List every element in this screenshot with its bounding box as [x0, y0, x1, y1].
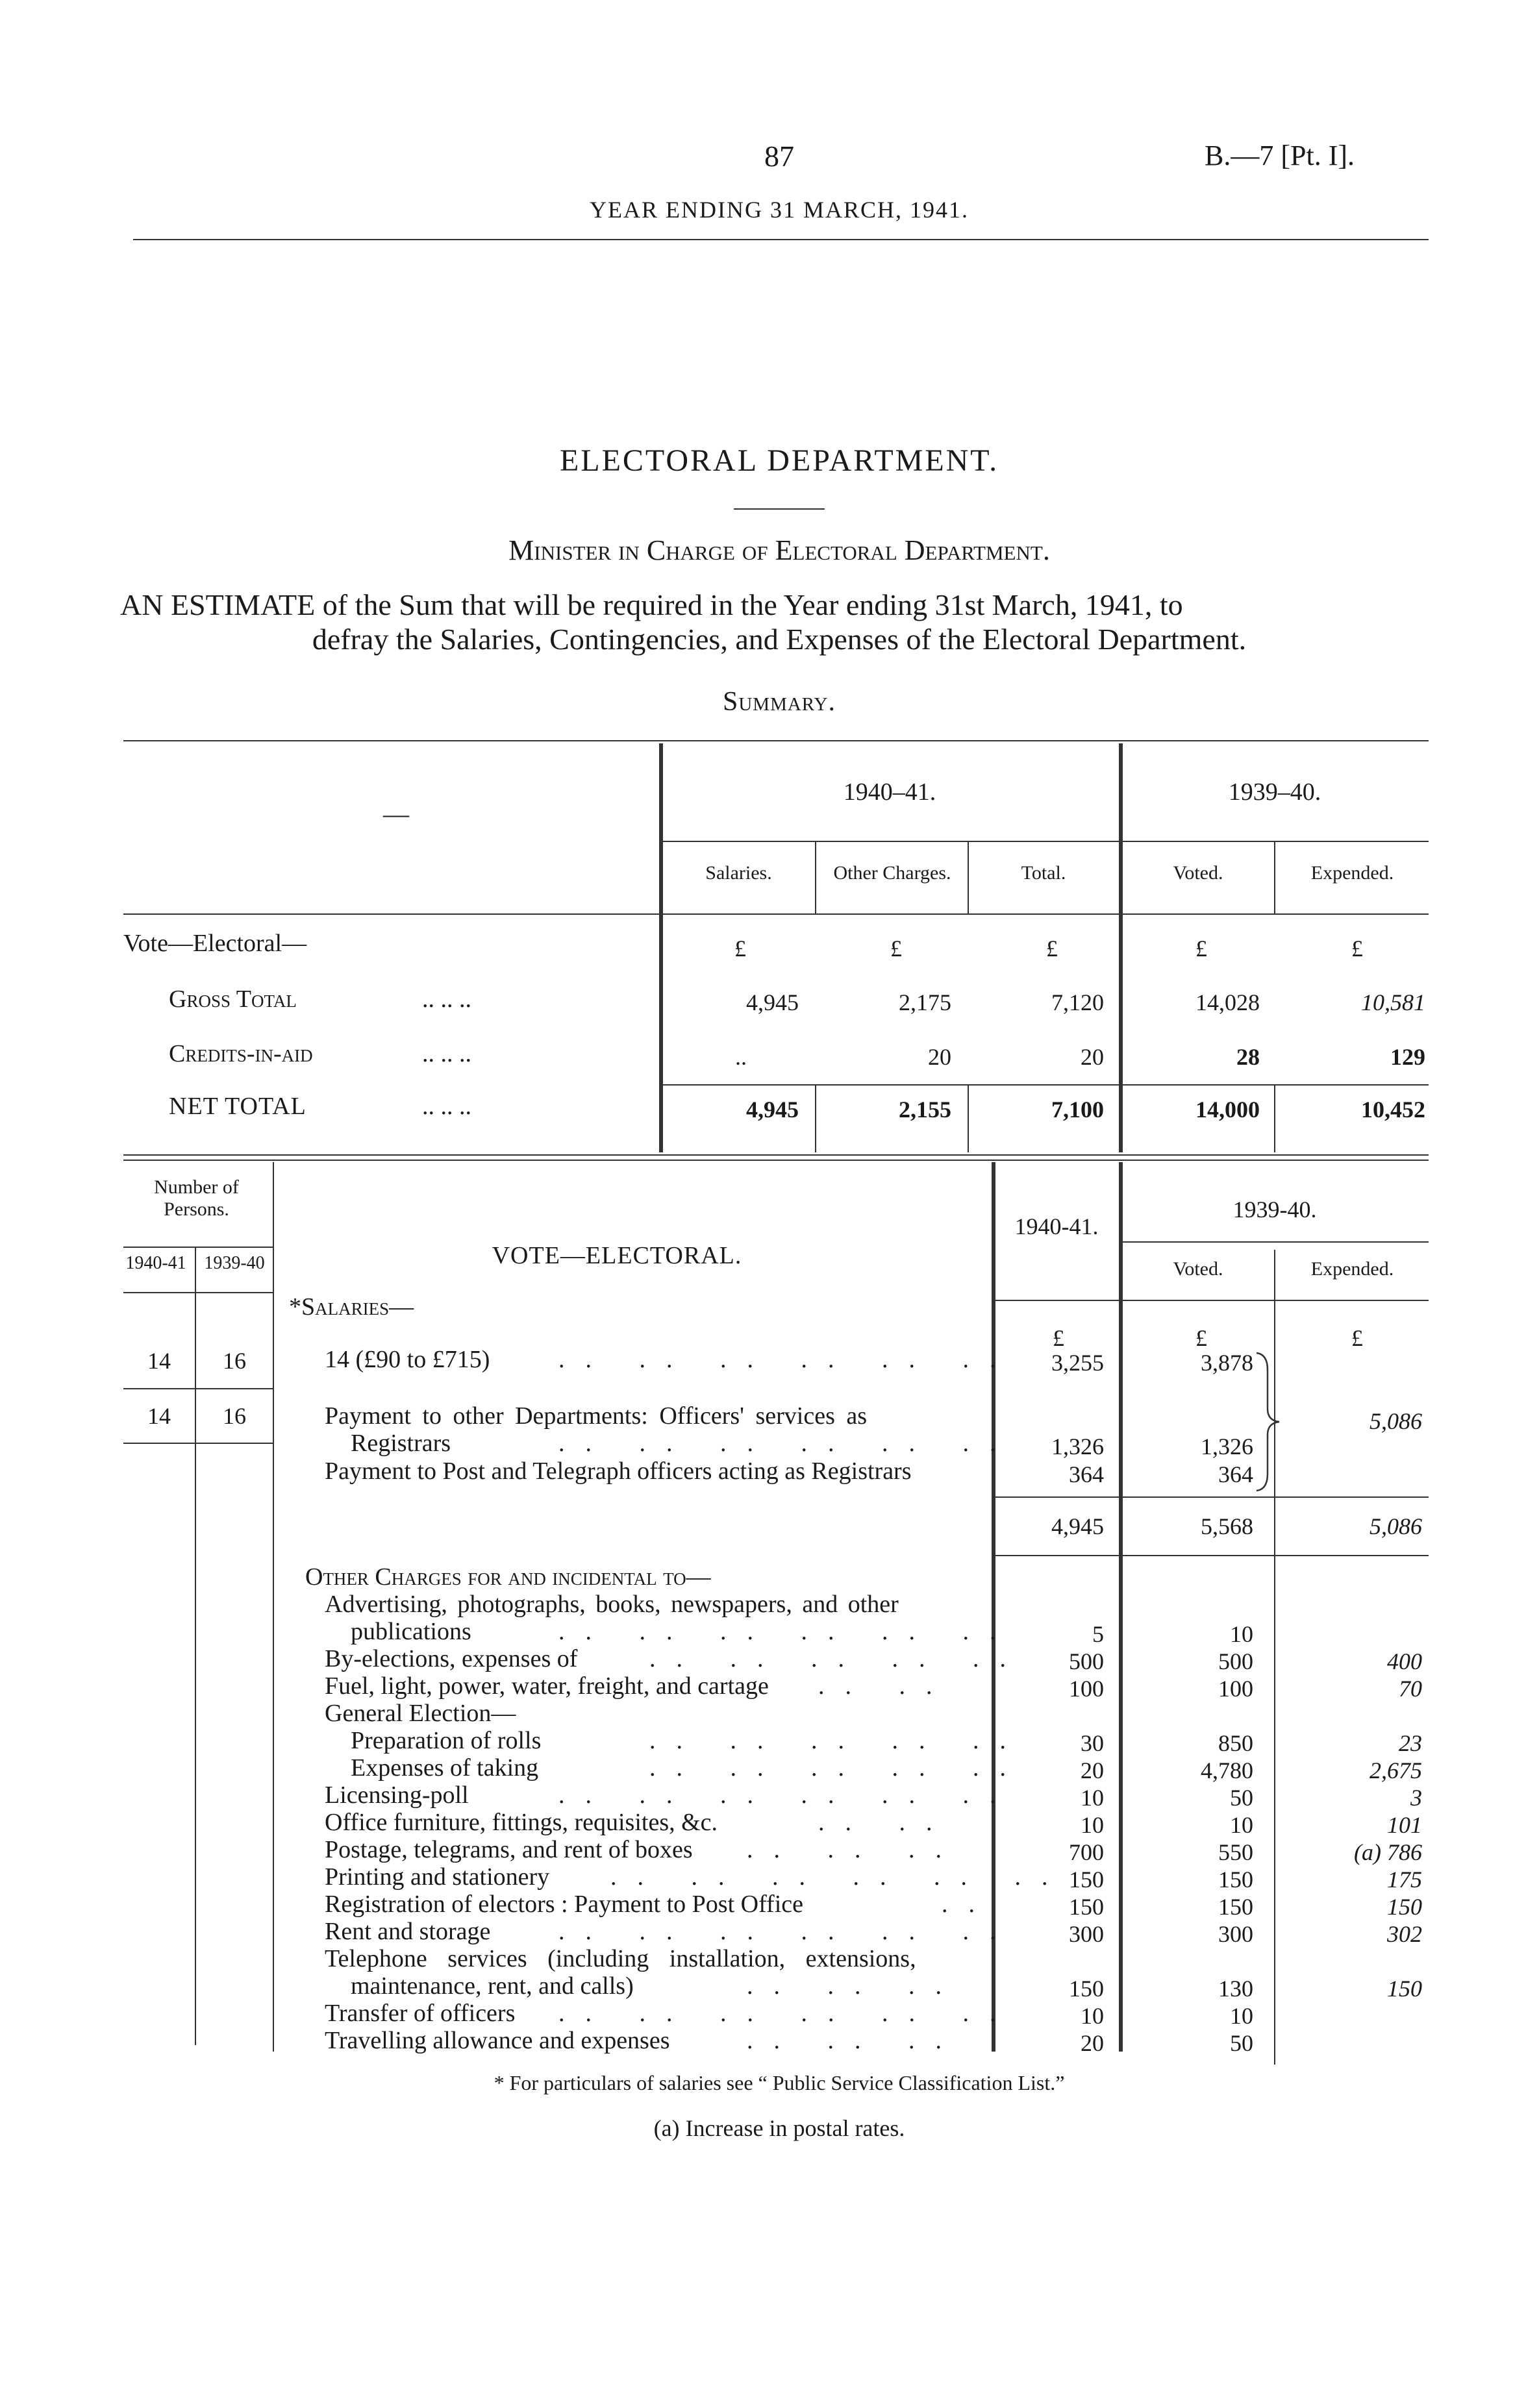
persons-col-1940: 1940-41	[125, 1253, 186, 1273]
summary-divider	[968, 841, 969, 913]
persons-1939: 16	[223, 1348, 246, 1374]
charge-label: Rent and storage	[325, 1918, 491, 1945]
summary-top-rule	[123, 740, 1429, 741]
summary-expended: 10,452	[1361, 1097, 1425, 1123]
summary-total: 20	[1081, 1044, 1104, 1070]
charge-voted: 150	[1218, 1867, 1253, 1893]
summary-currency: £	[734, 936, 746, 962]
vote-subheader-rule	[1122, 1241, 1429, 1243]
charge-label: Transfer of officers	[325, 2000, 516, 2027]
charge-voted: 550	[1218, 1839, 1253, 1865]
charge-1940: 30	[1081, 1730, 1104, 1756]
charge-expended: 150	[1387, 1976, 1422, 2002]
charge-label: Travelling allowance and expenses	[325, 2027, 670, 2054]
persons-col-1939: 1939-40	[204, 1253, 265, 1273]
charge-1940: 500	[1069, 1648, 1104, 1674]
charge-1940: 10	[1081, 2003, 1104, 2029]
page-title: ELECTORAL DEPARTMENT.	[559, 443, 999, 478]
vote-currency: £	[1053, 1325, 1064, 1351]
charge-label: Licensing-poll	[325, 1781, 469, 1809]
summary-salaries: 4,945	[746, 1097, 799, 1123]
summary-other: 20	[928, 1044, 951, 1070]
charge-expended: 3	[1410, 1785, 1422, 1811]
summary-salaries: ..	[735, 1044, 747, 1070]
charge-expended: 70	[1399, 1676, 1422, 1702]
summary-row-label: NET TOTAL	[169, 1093, 306, 1120]
charge-voted: 130	[1218, 1976, 1253, 2002]
charge-1940: 150	[1069, 1976, 1104, 2002]
summary-currency: £	[1046, 936, 1058, 962]
summary-total-rule	[662, 1084, 1429, 1086]
charge-label: Expenses of taking	[351, 1754, 539, 1781]
charge-voted: 4,780	[1201, 1757, 1253, 1783]
page-number: 87	[764, 140, 794, 173]
vote-col-1940: 1940-41.	[1014, 1213, 1099, 1239]
payment-post-1940: 364	[1069, 1461, 1104, 1487]
charge-1940: 100	[1069, 1676, 1104, 1702]
summary-bottom-rule	[123, 1160, 1429, 1161]
summary-currency: £	[1351, 936, 1363, 962]
charge-voted: 300	[1218, 1921, 1253, 1947]
summary-col-1940: 1940–41.	[843, 778, 936, 806]
persons-rule	[123, 1443, 274, 1444]
vote-title: VOTE—ELECTORAL.	[492, 1242, 742, 1269]
summary-vote-label: Vote—Electoral—	[123, 930, 307, 957]
summary-sub-other: Other Charges.	[833, 862, 951, 884]
charge-expended: 2,675	[1370, 1757, 1422, 1783]
salaries-expended: 5,086	[1370, 1408, 1422, 1434]
vote-currency: £	[1351, 1325, 1363, 1351]
document-reference: B.—7 [Pt. I].	[1205, 140, 1355, 171]
charge-expended: 23	[1399, 1730, 1422, 1756]
charge-label: Postage, telegrams, and rent of boxes	[325, 1836, 693, 1863]
summary-bottom-rule	[123, 1154, 1429, 1156]
summary-divider	[1274, 1084, 1275, 1152]
vote-col-1939: 1939-40.	[1232, 1197, 1317, 1223]
leader-dots: .. .. ..	[422, 986, 471, 1013]
salary-1940: 3,255	[1051, 1350, 1104, 1376]
summary-row-label: Gross Total	[169, 986, 297, 1013]
charge-voted: 850	[1218, 1730, 1253, 1756]
charge-expended: 302	[1387, 1921, 1422, 1947]
payment-dept-voted: 1,326	[1201, 1434, 1253, 1459]
summary-dash: —	[383, 799, 409, 828]
leader-dots: .. .. ..	[422, 1040, 471, 1067]
vote-sub-expended: Expended.	[1310, 1258, 1394, 1280]
salary-voted: 3,878	[1201, 1350, 1253, 1376]
charge-voted: 50	[1230, 1785, 1253, 1811]
charge-1940: 5	[1092, 1621, 1104, 1647]
summary-heading: Summary.	[722, 687, 836, 717]
vote-divider	[273, 1162, 274, 2052]
summary-sub-expended: Expended.	[1310, 862, 1394, 884]
leader-dots: .. .. ..	[422, 1093, 471, 1120]
persons-total-1940: 14	[147, 1403, 171, 1429]
payment-dept-label-cont: Registrars	[351, 1430, 451, 1457]
salaries-total-1940: 4,945	[1051, 1513, 1104, 1539]
summary-currency: £	[1195, 936, 1207, 962]
charge-1940: 10	[1081, 1812, 1104, 1838]
persons-total-1939: 16	[223, 1403, 246, 1429]
charge-expended: 150	[1387, 1894, 1422, 1920]
summary-sub-total: Total.	[1021, 862, 1066, 884]
charge-label-cont: maintenance, rent, and calls)	[351, 1972, 634, 2000]
footnote-star: * For particulars of salaries see “ Public Service Classification List.”	[494, 2071, 1065, 2094]
persons-rule	[123, 1292, 274, 1293]
summary-sub-salaries: Salaries.	[705, 862, 772, 884]
footnote-a: (a) Increase in postal rates.	[653, 2115, 905, 2141]
charge-label: Printing and stationery	[325, 1863, 550, 1891]
charge-expended: 400	[1387, 1648, 1422, 1674]
summary-voted: 28	[1236, 1044, 1260, 1070]
estimate-line-1: AN ESTIMATE of the Sum that will be required in the Year ending 31st March, 1941, to	[120, 588, 1183, 621]
summary-col-1939: 1939–40.	[1228, 778, 1321, 806]
persons-rule	[123, 1247, 274, 1248]
charge-1940: 150	[1069, 1894, 1104, 1920]
summary-expended: 10,581	[1361, 989, 1425, 1015]
summary-other: 2,155	[899, 1097, 951, 1123]
minister-line: Minister in Charge of Electoral Department.	[508, 534, 1050, 566]
charge-label: Preparation of rolls	[351, 1727, 542, 1754]
charge-voted: 100	[1218, 1676, 1253, 1702]
charge-label: Advertising, photographs, books, newspapers, and other	[325, 1591, 899, 1618]
persons-rule	[123, 1388, 274, 1389]
charge-1940: 150	[1069, 1867, 1104, 1893]
summary-voted: 14,000	[1195, 1097, 1260, 1123]
summary-subheader-rule	[662, 841, 1429, 842]
charge-1940: 10	[1081, 1785, 1104, 1811]
summary-salaries: 4,945	[746, 989, 799, 1015]
charge-label: Office furniture, fittings, requisites, &c.	[325, 1809, 718, 1836]
charge-label: General Election—	[325, 1700, 516, 1727]
salary-label: 14 (£90 to £715)	[325, 1346, 490, 1373]
summary-other: 2,175	[899, 989, 951, 1015]
charge-label: By-elections, expenses of	[325, 1645, 578, 1672]
summary-sub-voted: Voted.	[1173, 862, 1223, 884]
summary-divider	[815, 841, 816, 913]
summary-currency: £	[890, 936, 902, 962]
salaries-total-rule	[995, 1496, 1429, 1498]
charge-voted: 50	[1230, 2030, 1253, 2056]
charge-label-cont: publications	[351, 1618, 471, 1645]
brace-icon	[1253, 1350, 1292, 1493]
charge-1940: 700	[1069, 1839, 1104, 1865]
charge-voted: 10	[1230, 1812, 1253, 1838]
charge-label: Telephone services (including installation, extensions,	[325, 1945, 916, 1972]
charge-voted: 10	[1230, 2003, 1253, 2029]
charge-expended: 175	[1387, 1867, 1422, 1893]
estimate-line-2: defray the Salaries, Contingencies, and Expenses of the Electoral Department.	[312, 623, 1247, 656]
summary-divider	[968, 1084, 969, 1152]
other-charges-heading: Other Charges for and incidental to—	[305, 1563, 711, 1591]
summary-total: 7,120	[1051, 989, 1104, 1015]
charge-1940: 20	[1081, 1757, 1104, 1783]
charge-1940: 20	[1081, 2030, 1104, 2056]
charge-voted: 500	[1218, 1648, 1253, 1674]
summary-voted: 14,028	[1195, 989, 1260, 1015]
running-subtitle: YEAR ENDING 31 MARCH, 1941.	[590, 197, 969, 223]
header-rule	[133, 239, 1429, 240]
charge-voted: 150	[1218, 1894, 1253, 1920]
summary-expended: 129	[1390, 1044, 1425, 1070]
charge-label: Registration of electors : Payment to Post Office	[325, 1891, 803, 1918]
summary-divider	[1274, 841, 1275, 913]
charge-label: Fuel, light, power, water, freight, and cartage	[325, 1672, 769, 1700]
charge-voted: 10	[1230, 1621, 1253, 1647]
salaries-heading: *Salaries—	[289, 1293, 414, 1321]
payment-post-voted: 364	[1218, 1461, 1253, 1487]
payment-dept-label: Payment to other Departments: Officers' services as	[325, 1402, 868, 1430]
vote-sub-voted: Voted.	[1173, 1258, 1223, 1280]
persons-header: Number of Persons.	[154, 1176, 239, 1220]
charge-1940: 300	[1069, 1921, 1104, 1947]
charge-expended: (a) 786	[1354, 1839, 1422, 1865]
summary-divider	[815, 1084, 816, 1152]
title-rule	[734, 508, 825, 510]
vote-currency: £	[1195, 1325, 1207, 1351]
summary-row-label: Credits-in-aid	[169, 1040, 313, 1067]
payment-post-label: Payment to Post and Telegraph officers acting as Registrars	[325, 1458, 912, 1485]
vote-divider	[1119, 1162, 1123, 2052]
vote-header-rule	[995, 1300, 1429, 1301]
summary-total: 7,100	[1051, 1097, 1104, 1123]
charge-expended: 101	[1387, 1812, 1422, 1838]
salaries-total-rule	[995, 1555, 1429, 1556]
persons-1940: 14	[147, 1348, 171, 1374]
payment-dept-1940: 1,326	[1051, 1434, 1104, 1459]
summary-header-rule	[123, 913, 1429, 915]
salaries-total-voted: 5,568	[1201, 1513, 1253, 1539]
salaries-total-expended: 5,086	[1370, 1513, 1422, 1539]
